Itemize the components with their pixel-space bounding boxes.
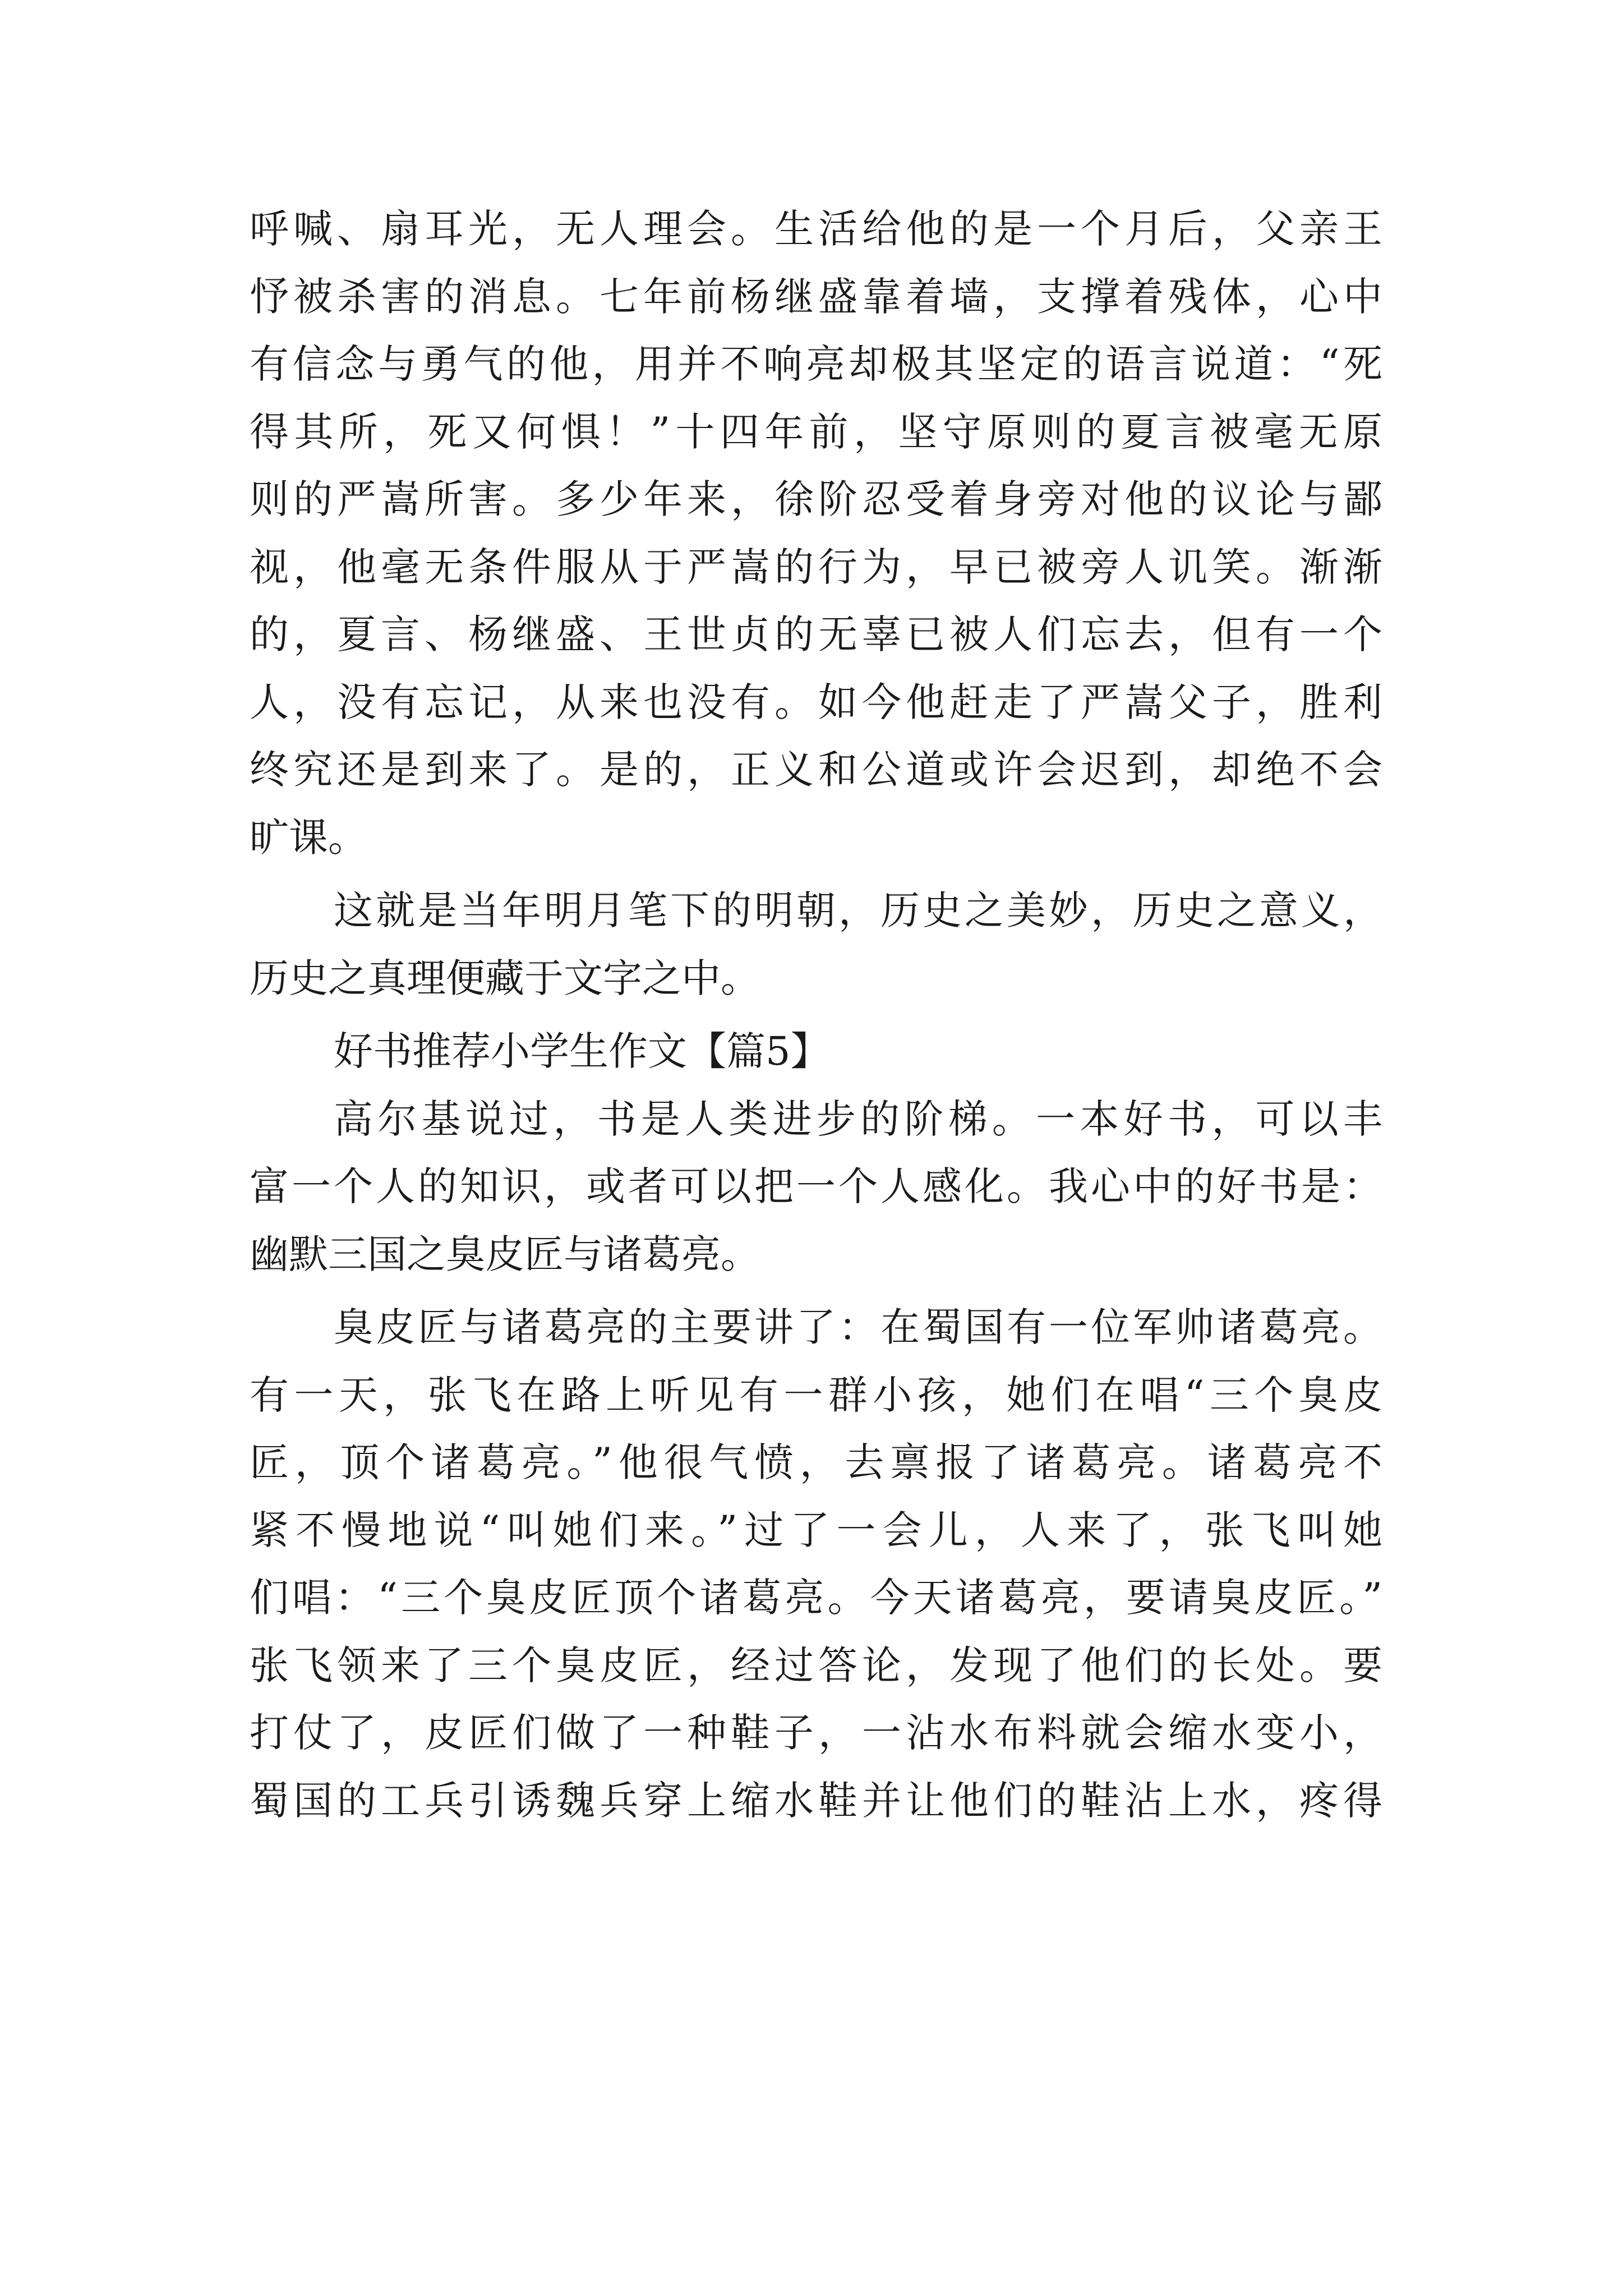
text-line: 紧不慢地说“叫她们来。”过了一会儿，人来了，张飞叫她 — [250, 1507, 1382, 1553]
text-line: 终究还是到来了。是的，正义和公道或许会迟到，却绝不会 — [250, 747, 1382, 793]
text-line: 匠，顶个诸葛亮。”他很气愤，去禀报了诸葛亮。诸葛亮不 — [250, 1439, 1382, 1485]
text-line: 张飞领来了三个臭皮匠，经过答论，发现了他们的长处。要 — [250, 1642, 1382, 1688]
text-line: 高尔基说过，书是人类进步的阶梯。一本好书，可以丰 — [334, 1096, 1382, 1142]
text-line: 呼喊、扇耳光，无人理会。生活给他的是一个月后，父亲王 — [250, 206, 1382, 252]
text-line: 蜀国的工兵引诱魏兵穿上缩水鞋并让他们的鞋沾上水，疼得 — [250, 1777, 1382, 1824]
text-line: 幽默三国之臭皮匠与诸葛亮。 — [250, 1231, 760, 1277]
text-line: 忬被杀害的消息。七年前杨继盛靠着墙，支撑着残体，心中 — [250, 273, 1382, 320]
text-line: 则的严嵩所害。多少年来，徐阶忍受着身旁对他的议论与鄙 — [250, 476, 1382, 522]
text-line: 得其所，死又何惧！”十四年前，坚守原则的夏言被毫无原 — [250, 408, 1382, 455]
text-line: 旷课。 — [250, 814, 367, 861]
text-line: 富一个人的知识，或者可以把一个人感化。我心中的好书是： — [250, 1163, 1382, 1209]
text-line: 臭皮匠与诸葛亮的主要讲了：在蜀国有一位军帅诸葛亮。 — [334, 1304, 1382, 1350]
text-line: 视，他毫无条件服从于严嵩的行为，早已被旁人讥笑。渐渐 — [250, 544, 1382, 590]
paragraph-gap — [250, 1012, 1382, 1018]
text-line: 有一天，张飞在路上听见有一群小孩，她们在唱“三个臭皮 — [250, 1372, 1382, 1418]
paragraph-4 — [250, 1294, 1382, 1834]
text-line: 打仗了，皮匠们做了一种鞋子，一沾水布料就会缩水变小， — [250, 1710, 1382, 1756]
text-line: 人，没有忘记，从来也没有。如今他赶走了严嵩父子，胜利 — [250, 679, 1382, 725]
text-line: 有信念与勇气的他，用并不响亮却极其坚定的语言说道：“死 — [250, 341, 1382, 387]
text-line: 这就是当年明月笔下的明朝，历史之美妙，历史之意义， — [334, 887, 1382, 933]
document-body — [250, 195, 1382, 1834]
paragraph-gap — [250, 1288, 1382, 1294]
paragraph-3 — [250, 1085, 1382, 1289]
section-heading — [250, 1018, 1382, 1085]
paragraph-1 — [250, 195, 1382, 871]
section-heading-text: 好书推荐小学生作文【篇5】 — [334, 1028, 830, 1074]
text-line: 们唱：“三个臭皮匠顶个诸葛亮。今天诸葛亮，要请臭皮匠。” — [250, 1575, 1382, 1621]
paragraph-gap — [250, 871, 1382, 877]
text-line: 的，夏言、杨继盛、王世贞的无辜已被人们忘去，但有一个 — [250, 611, 1382, 657]
paragraph-2 — [250, 877, 1382, 1012]
text-line: 历史之真理便藏于文字之中。 — [250, 955, 760, 1001]
